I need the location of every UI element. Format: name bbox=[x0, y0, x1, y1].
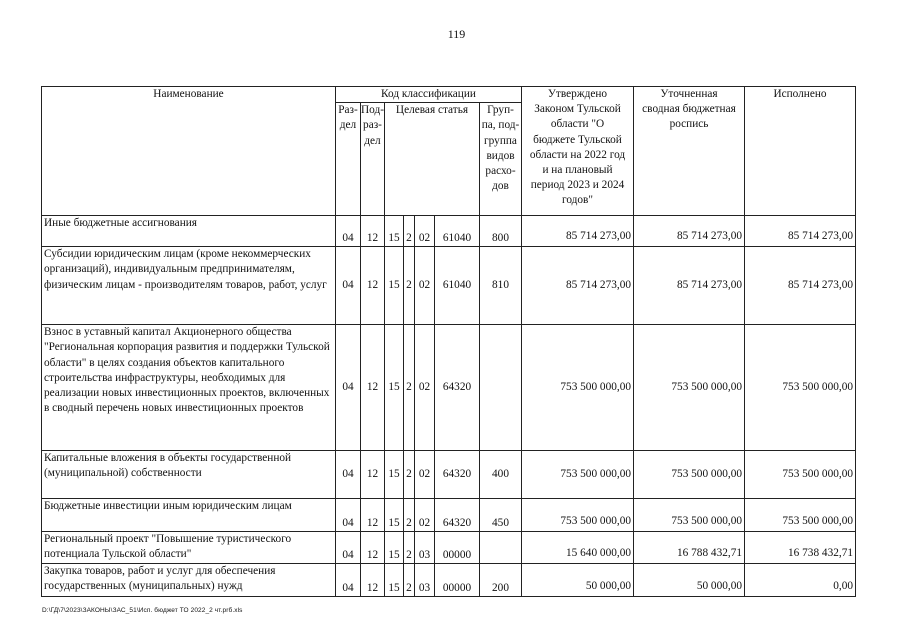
row-cs4: 64320 bbox=[435, 499, 480, 532]
footer-file-path: D:\ГД\7\2023\ЗАКОНЫ\ЗАС_51\Исп. бюджет ТО 2022_2 чт.prб.xls bbox=[42, 607, 243, 614]
row-refined: 85 714 273,00 bbox=[634, 216, 745, 247]
row-approved: 15 640 000,00 bbox=[522, 532, 634, 564]
row-podrazdel: 12 bbox=[361, 216, 385, 247]
row-name: Иные бюджетные ассигнования bbox=[42, 216, 336, 247]
row-approved: 50 000,00 bbox=[522, 564, 634, 597]
row-executed: 16 738 432,71 bbox=[745, 532, 856, 564]
row-podrazdel: 12 bbox=[361, 451, 385, 499]
header-approved: Утверждено Законом Тульской области "О бюджете Тульской области на 2022 год и на плановый период 2023 и 2024 годов" bbox=[522, 87, 634, 216]
row-gruppa bbox=[480, 532, 522, 564]
page-number: 119 bbox=[447, 27, 466, 41]
row-executed: 85 714 273,00 bbox=[745, 247, 856, 325]
row-cs1: 15 bbox=[385, 499, 404, 532]
row-cs3: 02 bbox=[415, 216, 435, 247]
row-cs3: 02 bbox=[415, 325, 435, 451]
row-cs2: 2 bbox=[404, 216, 415, 247]
row-cs4: 61040 bbox=[435, 247, 480, 325]
row-refined: 753 500 000,00 bbox=[634, 325, 745, 451]
row-refined: 753 500 000,00 bbox=[634, 499, 745, 532]
header-code-classification: Код классификации bbox=[336, 87, 522, 103]
table-row bbox=[42, 325, 856, 451]
row-cs2: 2 bbox=[404, 247, 415, 325]
row-cs4: 64320 bbox=[435, 451, 480, 499]
row-name: Закупка товаров, работ и услуг для обеспечения государственных (муниципальных) нужд bbox=[42, 564, 336, 597]
row-executed: 753 500 000,00 bbox=[745, 499, 856, 532]
row-razdel: 04 bbox=[336, 564, 361, 597]
row-executed: 753 500 000,00 bbox=[745, 451, 856, 499]
header-executed: Исполнено bbox=[745, 87, 856, 216]
header-podrazdel: Под- раз- дел bbox=[361, 103, 385, 216]
row-cs1: 15 bbox=[385, 564, 404, 597]
header-name: Наименование bbox=[42, 87, 336, 216]
row-razdel: 04 bbox=[336, 247, 361, 325]
row-refined: 50 000,00 bbox=[634, 564, 745, 597]
header-celevaya-statya: Целевая статья bbox=[385, 103, 480, 216]
row-refined: 16 788 432,71 bbox=[634, 532, 745, 564]
row-approved: 753 500 000,00 bbox=[522, 499, 634, 532]
row-cs4: 00000 bbox=[435, 532, 480, 564]
row-name: Субсидии юридическим лицам (кроме некоммерческих организаций), индивидуальным предпринимателям, физическим лицам - производителям товаров, работ, услуг bbox=[42, 247, 336, 325]
row-cs2: 2 bbox=[404, 451, 415, 499]
row-cs3: 03 bbox=[415, 532, 435, 564]
table-row bbox=[42, 499, 856, 532]
row-cs2: 2 bbox=[404, 532, 415, 564]
table-row bbox=[42, 247, 856, 325]
row-gruppa: 450 bbox=[480, 499, 522, 532]
row-podrazdel: 12 bbox=[361, 247, 385, 325]
row-gruppa: 810 bbox=[480, 247, 522, 325]
row-approved: 753 500 000,00 bbox=[522, 451, 634, 499]
row-gruppa: 200 bbox=[480, 564, 522, 597]
row-cs4: 00000 bbox=[435, 564, 480, 597]
row-cs1: 15 bbox=[385, 247, 404, 325]
row-cs3: 02 bbox=[415, 247, 435, 325]
row-podrazdel: 12 bbox=[361, 499, 385, 532]
row-razdel: 04 bbox=[336, 325, 361, 451]
row-cs4: 61040 bbox=[435, 216, 480, 247]
row-executed: 753 500 000,00 bbox=[745, 325, 856, 451]
row-cs3: 02 bbox=[415, 451, 435, 499]
table-row bbox=[42, 451, 856, 499]
row-razdel: 04 bbox=[336, 451, 361, 499]
header-gruppa: Груп- па, под- группа видов расхо- дов bbox=[480, 103, 522, 216]
row-razdel: 04 bbox=[336, 216, 361, 247]
table-row bbox=[42, 532, 856, 564]
row-refined: 85 714 273,00 bbox=[634, 247, 745, 325]
row-executed: 85 714 273,00 bbox=[745, 216, 856, 247]
row-cs1: 15 bbox=[385, 325, 404, 451]
row-gruppa: 400 bbox=[480, 451, 522, 499]
row-cs1: 15 bbox=[385, 216, 404, 247]
row-refined: 753 500 000,00 bbox=[634, 451, 745, 499]
row-gruppa: 800 bbox=[480, 216, 522, 247]
header-razdel: Раз- дел bbox=[336, 103, 361, 216]
row-podrazdel: 12 bbox=[361, 564, 385, 597]
row-razdel: 04 bbox=[336, 499, 361, 532]
row-gruppa bbox=[480, 325, 522, 451]
row-cs1: 15 bbox=[385, 451, 404, 499]
row-cs3: 02 bbox=[415, 499, 435, 532]
row-name: Капитальные вложения в объекты государственной (муниципальной) собственности bbox=[42, 451, 336, 499]
header-refined: Уточненная сводная бюджетная роспись bbox=[634, 87, 745, 216]
table-row bbox=[42, 216, 856, 247]
row-cs4: 64320 bbox=[435, 325, 480, 451]
row-cs2: 2 bbox=[404, 564, 415, 597]
row-approved: 85 714 273,00 bbox=[522, 247, 634, 325]
row-name: Региональный проект "Повышение туристического потенциала Тульской области" bbox=[42, 532, 336, 564]
row-cs1: 15 bbox=[385, 532, 404, 564]
row-cs3: 03 bbox=[415, 564, 435, 597]
row-cs2: 2 bbox=[404, 325, 415, 451]
row-executed: 0,00 bbox=[745, 564, 856, 597]
row-podrazdel: 12 bbox=[361, 325, 385, 451]
row-approved: 753 500 000,00 bbox=[522, 325, 634, 451]
row-name: Бюджетные инвестиции иным юридическим лицам bbox=[42, 499, 336, 532]
row-razdel: 04 bbox=[336, 532, 361, 564]
row-approved: 85 714 273,00 bbox=[522, 216, 634, 247]
row-name: Взнос в уставный капитал Акционерного общества "Региональная корпорация развития и поддержки Тульской области" в целях создания объектов капитального строительства инфраструктуры, необходимых для реализации новых инвестиционных проектов, включенных в сводный перечень новых инвестиционных проектов bbox=[42, 325, 336, 451]
budget-execution-table bbox=[41, 86, 856, 597]
row-podrazdel: 12 bbox=[361, 532, 385, 564]
row-cs2: 2 bbox=[404, 499, 415, 532]
table-row bbox=[42, 564, 856, 597]
